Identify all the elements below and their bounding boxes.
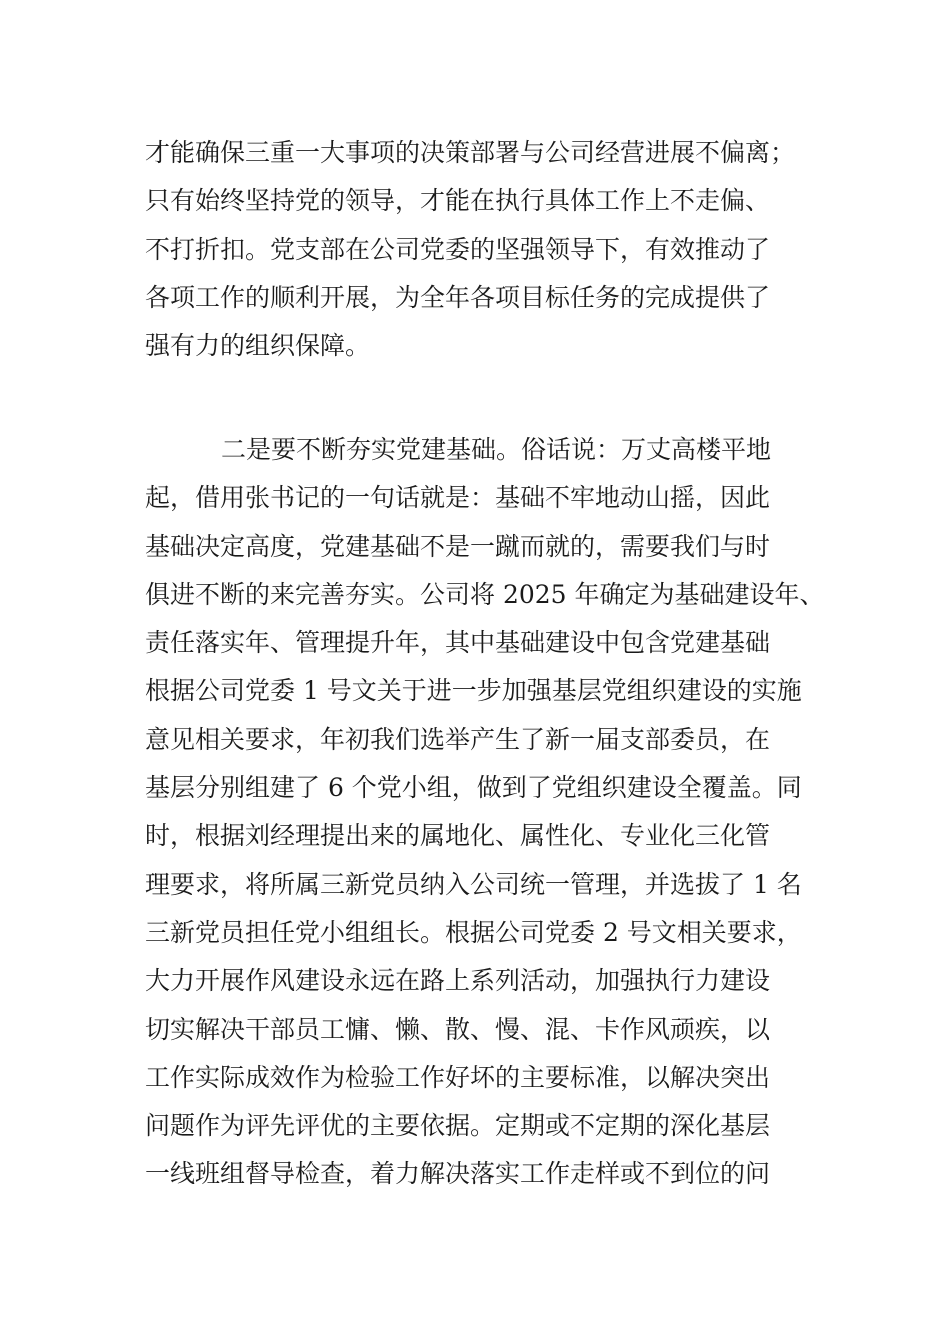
- text-line: 起，借用张书记的一句话就是：基础不牢地动山摇，因此: [145, 483, 771, 513]
- text-line: 不打折扣。党支部在公司党委的坚强领导下，有效推动了: [145, 234, 771, 264]
- text-line: 大力开展作风建设永远在路上系列活动，加强执行力建设: [145, 966, 771, 996]
- text-line: 责任落实年、管理提升年，其中基础建设中包含党建基础: [145, 628, 771, 658]
- text-line-first-indented: 二是要不断夯实党建基础。俗话说：万丈高楼平地: [221, 435, 772, 464]
- text-line: 工作实际成效作为检验工作好坏的主要标准，以解决突出: [145, 1062, 771, 1092]
- text-line: 时，根据刘经理提出来的属地化、属性化、专业化三化管: [145, 821, 771, 851]
- text-line: 才能确保三重一大事项的决策部署与公司经营进展不偏离；: [145, 138, 796, 167]
- text-line: 根据公司党委 1 号文关于进一步加强基层党组织建设的实施: [145, 676, 802, 706]
- text-line: 三新党员担任党小组组长。根据公司党委 2 号文相关要求，: [145, 917, 802, 947]
- paragraph-party-foundation: [145, 426, 825, 1199]
- text-line: 一线班组督导检查，着力解决落实工作走样或不到位的问: [145, 1159, 771, 1189]
- text-line: 基础决定高度，党建基础不是一蹴而就的，需要我们与时: [145, 531, 771, 561]
- text-line: 意见相关要求，年初我们选举产生了新一届支部委员，在: [145, 724, 771, 754]
- text-line: 基层分别组建了 6 个党小组，做到了党组织建设全覆盖。同: [145, 773, 802, 803]
- text-line: 问题作为评先评优的主要依据。定期或不定期的深化基层: [145, 1111, 771, 1141]
- text-line: 切实解决干部员工慵、懒、散、慢、混、卡作风顽疾，以: [145, 1014, 771, 1044]
- text-line: 俱进不断的来完善夯实。公司将 2025 年确定为基础建设年、: [145, 579, 825, 609]
- text-line: 理要求，将所属三新党员纳入公司统一管理，并选拔了 1 名: [145, 869, 802, 899]
- paragraph-party-leadership: [145, 129, 815, 370]
- text-line: 强有力的组织保障。: [145, 331, 371, 361]
- text-line: 只有始终坚持党的领导，才能在执行具体工作上不走偏、: [145, 186, 771, 216]
- text-line: 各项工作的顺利开展，为全年各项目标任务的完成提供了: [145, 282, 771, 312]
